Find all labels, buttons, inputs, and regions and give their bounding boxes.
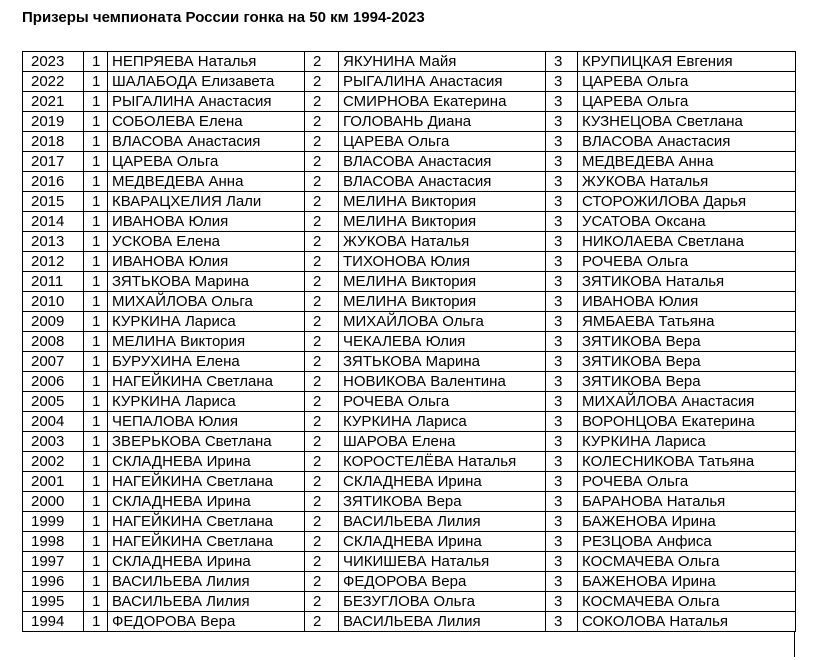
place-3-cell: 3 [546, 552, 578, 572]
winner-1-cell: КВАРАЦХЕЛИЯ Лали [108, 192, 305, 212]
place-2-cell: 2 [305, 432, 339, 452]
table-row [23, 232, 796, 252]
winner-2-cell: ЦАРЕВА Ольга [339, 132, 546, 152]
place-1-cell: 1 [84, 572, 108, 592]
place-1-cell: 1 [84, 192, 108, 212]
place-2-cell: 2 [305, 252, 339, 272]
winner-3-cell: КОЛЕСНИКОВА Татьяна [578, 452, 796, 472]
winner-2-cell: НОВИКОВА Валентина [339, 372, 546, 392]
winner-2-cell: РЫГАЛИНА Анастасия [339, 72, 546, 92]
winner-2-cell: СКЛАДНЕВА Ирина [339, 532, 546, 552]
place-3-cell: 3 [546, 112, 578, 132]
table-row [23, 592, 796, 612]
winner-3-cell: ЗЯТИКОВА Вера [578, 372, 796, 392]
winner-2-cell: КУРКИНА Лариса [339, 412, 546, 432]
year-cell: 1997 [23, 552, 84, 572]
winner-3-cell: КУРКИНА Лариса [578, 432, 796, 452]
place-1-cell: 1 [84, 72, 108, 92]
place-2-cell: 2 [305, 52, 339, 72]
winner-1-cell: ЗЯТЬКОВА Марина [108, 272, 305, 292]
winner-2-cell: МИХАЙЛОВА Ольга [339, 312, 546, 332]
winner-1-cell: ИВАНОВА Юлия [108, 252, 305, 272]
winner-1-cell: РЫГАЛИНА Анастасия [108, 92, 305, 112]
winner-1-cell: НАГЕЙКИНА Светлана [108, 532, 305, 552]
winner-3-cell: ЗЯТИКОВА Вера [578, 332, 796, 352]
place-1-cell: 1 [84, 472, 108, 492]
winner-3-cell: ЦАРЕВА Ольга [578, 72, 796, 92]
winner-2-cell: МЕЛИНА Виктория [339, 292, 546, 312]
winner-3-cell: МИХАЙЛОВА Анастасия [578, 392, 796, 412]
winner-2-cell: ГОЛОВАНЬ Диана [339, 112, 546, 132]
place-1-cell: 1 [84, 232, 108, 252]
winner-1-cell: КУРКИНА Лариса [108, 312, 305, 332]
place-1-cell: 1 [84, 292, 108, 312]
place-3-cell: 3 [546, 192, 578, 212]
winner-1-cell: ВАСИЛЬЕВА Лилия [108, 592, 305, 612]
place-1-cell: 1 [84, 272, 108, 292]
year-cell: 2018 [23, 132, 84, 152]
winner-3-cell: РОЧЕВА Ольга [578, 472, 796, 492]
results-table [22, 51, 796, 632]
year-cell: 2015 [23, 192, 84, 212]
place-1-cell: 1 [84, 592, 108, 612]
table-row [23, 152, 796, 172]
place-3-cell: 3 [546, 612, 578, 632]
year-cell: 2003 [23, 432, 84, 452]
winner-2-cell: ВЛАСОВА Анастасия [339, 152, 546, 172]
table-row [23, 132, 796, 152]
winner-1-cell: ЦАРЕВА Ольга [108, 152, 305, 172]
place-1-cell: 1 [84, 152, 108, 172]
winner-2-cell: ВАСИЛЬЕВА Лилия [339, 512, 546, 532]
place-3-cell: 3 [546, 172, 578, 192]
table-row [23, 532, 796, 552]
winner-3-cell: СОКОЛОВА Наталья [578, 612, 796, 632]
place-3-cell: 3 [546, 152, 578, 172]
place-3-cell: 3 [546, 272, 578, 292]
table-row [23, 192, 796, 212]
place-2-cell: 2 [305, 372, 339, 392]
place-1-cell: 1 [84, 52, 108, 72]
place-3-cell: 3 [546, 392, 578, 412]
year-cell: 2006 [23, 372, 84, 392]
winner-3-cell: КРУПИЦКАЯ Евгения [578, 52, 796, 72]
winner-2-cell: МЕЛИНА Виктория [339, 272, 546, 292]
year-cell: 2002 [23, 452, 84, 472]
place-2-cell: 2 [305, 72, 339, 92]
year-cell: 1998 [23, 532, 84, 552]
table-row [23, 52, 796, 72]
year-cell: 2014 [23, 212, 84, 232]
winner-3-cell: ЖУКОВА Наталья [578, 172, 796, 192]
winner-1-cell: ВАСИЛЬЕВА Лилия [108, 572, 305, 592]
winner-3-cell: КУЗНЕЦОВА Светлана [578, 112, 796, 132]
year-cell: 2012 [23, 252, 84, 272]
winner-2-cell: МЕЛИНА Виктория [339, 192, 546, 212]
place-1-cell: 1 [84, 512, 108, 532]
winner-3-cell: ЗЯТИКОВА Вера [578, 352, 796, 372]
place-3-cell: 3 [546, 332, 578, 352]
place-2-cell: 2 [305, 112, 339, 132]
place-1-cell: 1 [84, 112, 108, 132]
winner-2-cell: ШАРОВА Елена [339, 432, 546, 452]
table-row [23, 472, 796, 492]
winner-2-cell: БЕЗУГЛОВА Ольга [339, 592, 546, 612]
place-1-cell: 1 [84, 532, 108, 552]
year-cell: 1994 [23, 612, 84, 632]
table-row [23, 492, 796, 512]
place-1-cell: 1 [84, 412, 108, 432]
winner-1-cell: НАГЕЙКИНА Светлана [108, 512, 305, 532]
winner-1-cell: СКЛАДНЕВА Ирина [108, 452, 305, 472]
winner-3-cell: НИКОЛАЕВА Светлана [578, 232, 796, 252]
place-1-cell: 1 [84, 312, 108, 332]
winner-3-cell: ВЛАСОВА Анастасия [578, 132, 796, 152]
place-3-cell: 3 [546, 572, 578, 592]
winner-1-cell: СОБОЛЕВА Елена [108, 112, 305, 132]
place-1-cell: 1 [84, 332, 108, 352]
table-row [23, 372, 796, 392]
place-3-cell: 3 [546, 252, 578, 272]
winner-3-cell: ЦАРЕВА Ольга [578, 92, 796, 112]
place-2-cell: 2 [305, 452, 339, 472]
year-cell: 2013 [23, 232, 84, 252]
winner-1-cell: МЕЛИНА Виктория [108, 332, 305, 352]
winner-2-cell: ЗЯТЬКОВА Марина [339, 352, 546, 372]
place-2-cell: 2 [305, 412, 339, 432]
place-1-cell: 1 [84, 612, 108, 632]
place-1-cell: 1 [84, 392, 108, 412]
winner-3-cell: ЯМБАЕВА Татьяна [578, 312, 796, 332]
winner-3-cell: МЕДВЕДЕВА Анна [578, 152, 796, 172]
winner-2-cell: СКЛАДНЕВА Ирина [339, 472, 546, 492]
place-3-cell: 3 [546, 132, 578, 152]
winner-1-cell: УСКОВА Елена [108, 232, 305, 252]
winner-3-cell: СТОРОЖИЛОВА Дарья [578, 192, 796, 212]
winner-3-cell: УСАТОВА Оксана [578, 212, 796, 232]
table-row [23, 252, 796, 272]
table-row [23, 432, 796, 452]
place-3-cell: 3 [546, 232, 578, 252]
year-cell: 2001 [23, 472, 84, 492]
winner-1-cell: МЕДВЕДЕВА Анна [108, 172, 305, 192]
place-2-cell: 2 [305, 232, 339, 252]
place-2-cell: 2 [305, 172, 339, 192]
table-row [23, 272, 796, 292]
place-2-cell: 2 [305, 472, 339, 492]
winner-2-cell: ЖУКОВА Наталья [339, 232, 546, 252]
place-2-cell: 2 [305, 512, 339, 532]
place-3-cell: 3 [546, 312, 578, 332]
place-2-cell: 2 [305, 352, 339, 372]
place-2-cell: 2 [305, 492, 339, 512]
place-2-cell: 2 [305, 212, 339, 232]
place-3-cell: 3 [546, 512, 578, 532]
winner-3-cell: КОСМАЧЕВА Ольга [578, 592, 796, 612]
place-1-cell: 1 [84, 552, 108, 572]
winner-1-cell: ЧЕПАЛОВА Юлия [108, 412, 305, 432]
place-2-cell: 2 [305, 92, 339, 112]
year-cell: 2023 [23, 52, 84, 72]
year-cell: 1995 [23, 592, 84, 612]
winner-2-cell: СМИРНОВА Екатерина [339, 92, 546, 112]
place-1-cell: 1 [84, 352, 108, 372]
winner-1-cell: СКЛАДНЕВА Ирина [108, 492, 305, 512]
place-2-cell: 2 [305, 192, 339, 212]
table-row [23, 352, 796, 372]
winner-1-cell: ИВАНОВА Юлия [108, 212, 305, 232]
winner-2-cell: ВАСИЛЬЕВА Лилия [339, 612, 546, 632]
winner-2-cell: РОЧЕВА Ольга [339, 392, 546, 412]
year-cell: 2007 [23, 352, 84, 372]
place-2-cell: 2 [305, 132, 339, 152]
winner-2-cell: ФЕДОРОВА Вера [339, 572, 546, 592]
place-3-cell: 3 [546, 472, 578, 492]
table-row [23, 212, 796, 232]
text-cursor [794, 631, 795, 657]
table-row [23, 512, 796, 532]
place-2-cell: 2 [305, 592, 339, 612]
year-cell: 2011 [23, 272, 84, 292]
winner-2-cell: ЧИКИШЕВА Наталья [339, 552, 546, 572]
table-row [23, 72, 796, 92]
page-title: Призеры чемпионата России гонка на 50 км 1994-2023 [22, 9, 425, 26]
place-3-cell: 3 [546, 92, 578, 112]
table-row [23, 312, 796, 332]
table-row [23, 392, 796, 412]
place-1-cell: 1 [84, 372, 108, 392]
year-cell: 2008 [23, 332, 84, 352]
winner-3-cell: КОСМАЧЕВА Ольга [578, 552, 796, 572]
place-1-cell: 1 [84, 252, 108, 272]
year-cell: 2016 [23, 172, 84, 192]
year-cell: 2005 [23, 392, 84, 412]
place-1-cell: 1 [84, 432, 108, 452]
place-2-cell: 2 [305, 332, 339, 352]
place-3-cell: 3 [546, 372, 578, 392]
winner-3-cell: ИВАНОВА Юлия [578, 292, 796, 312]
winner-1-cell: НЕПРЯЕВА Наталья [108, 52, 305, 72]
winner-3-cell: РОЧЕВА Ольга [578, 252, 796, 272]
place-2-cell: 2 [305, 312, 339, 332]
place-1-cell: 1 [84, 452, 108, 472]
place-3-cell: 3 [546, 432, 578, 452]
table-row [23, 292, 796, 312]
table-row [23, 452, 796, 472]
winner-3-cell: ВОРОНЦОВА Екатерина [578, 412, 796, 432]
winner-1-cell: ЗВЕРЬКОВА Светлана [108, 432, 305, 452]
table-row [23, 332, 796, 352]
table-row [23, 412, 796, 432]
place-2-cell: 2 [305, 612, 339, 632]
winner-1-cell: НАГЕЙКИНА Светлана [108, 372, 305, 392]
table-row [23, 572, 796, 592]
place-1-cell: 1 [84, 92, 108, 112]
place-2-cell: 2 [305, 552, 339, 572]
winner-2-cell: КОРОСТЕЛЁВА Наталья [339, 452, 546, 472]
place-3-cell: 3 [546, 492, 578, 512]
place-3-cell: 3 [546, 52, 578, 72]
winner-3-cell: БАЖЕНОВА Ирина [578, 572, 796, 592]
place-3-cell: 3 [546, 292, 578, 312]
winner-1-cell: КУРКИНА Лариса [108, 392, 305, 412]
year-cell: 2022 [23, 72, 84, 92]
winner-1-cell: СКЛАДНЕВА Ирина [108, 552, 305, 572]
place-2-cell: 2 [305, 532, 339, 552]
place-3-cell: 3 [546, 532, 578, 552]
place-2-cell: 2 [305, 572, 339, 592]
place-1-cell: 1 [84, 492, 108, 512]
winner-1-cell: ВЛАСОВА Анастасия [108, 132, 305, 152]
table-row [23, 612, 796, 632]
place-3-cell: 3 [546, 412, 578, 432]
place-3-cell: 3 [546, 72, 578, 92]
winner-2-cell: ТИХОНОВА Юлия [339, 252, 546, 272]
place-2-cell: 2 [305, 392, 339, 412]
year-cell: 2010 [23, 292, 84, 312]
winner-1-cell: ШАЛАБОДА Елизавета [108, 72, 305, 92]
place-2-cell: 2 [305, 292, 339, 312]
place-3-cell: 3 [546, 452, 578, 472]
winner-1-cell: НАГЕЙКИНА Светлана [108, 472, 305, 492]
year-cell: 2004 [23, 412, 84, 432]
winner-2-cell: ЗЯТИКОВА Вера [339, 492, 546, 512]
results-body [23, 52, 796, 632]
winner-3-cell: ЗЯТИКОВА Наталья [578, 272, 796, 292]
winner-2-cell: МЕЛИНА Виктория [339, 212, 546, 232]
winner-3-cell: БАРАНОВА Наталья [578, 492, 796, 512]
place-2-cell: 2 [305, 272, 339, 292]
year-cell: 1999 [23, 512, 84, 532]
winner-2-cell: ЯКУНИНА Майя [339, 52, 546, 72]
year-cell: 2021 [23, 92, 84, 112]
table-row [23, 552, 796, 572]
place-3-cell: 3 [546, 212, 578, 232]
year-cell: 2009 [23, 312, 84, 332]
winner-1-cell: ФЕДОРОВА Вера [108, 612, 305, 632]
table-row [23, 92, 796, 112]
place-2-cell: 2 [305, 152, 339, 172]
place-3-cell: 3 [546, 352, 578, 372]
winner-1-cell: МИХАЙЛОВА Ольга [108, 292, 305, 312]
year-cell: 2017 [23, 152, 84, 172]
table-row [23, 172, 796, 192]
winner-3-cell: РЕЗЦОВА Анфиса [578, 532, 796, 552]
winner-1-cell: БУРУХИНА Елена [108, 352, 305, 372]
year-cell: 1996 [23, 572, 84, 592]
year-cell: 2000 [23, 492, 84, 512]
place-3-cell: 3 [546, 592, 578, 612]
place-1-cell: 1 [84, 212, 108, 232]
place-1-cell: 1 [84, 172, 108, 192]
winner-2-cell: ЧЕКАЛЕВА Юлия [339, 332, 546, 352]
place-1-cell: 1 [84, 132, 108, 152]
table-row [23, 112, 796, 132]
winner-2-cell: ВЛАСОВА Анастасия [339, 172, 546, 192]
year-cell: 2019 [23, 112, 84, 132]
winner-3-cell: БАЖЕНОВА Ирина [578, 512, 796, 532]
